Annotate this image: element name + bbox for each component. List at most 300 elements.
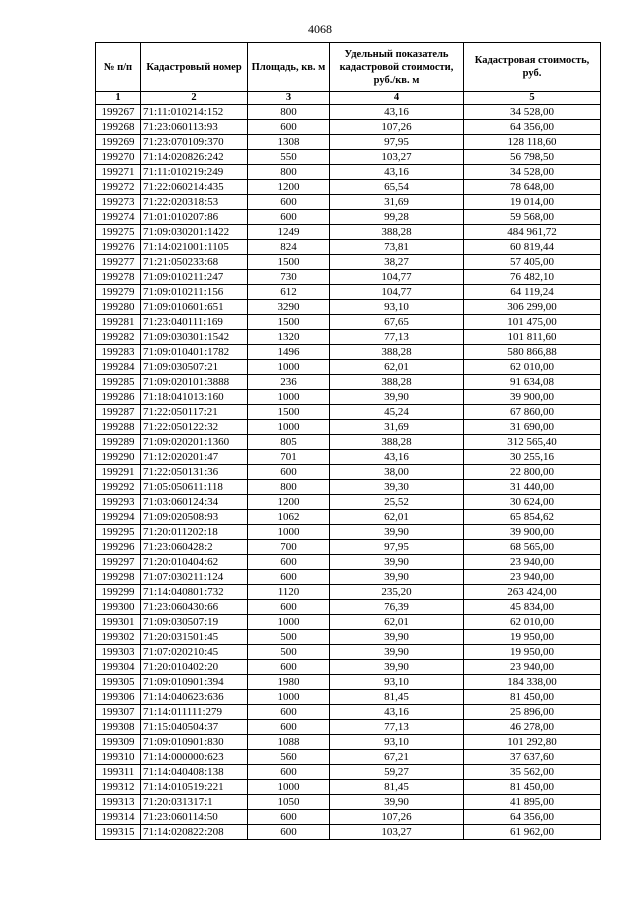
area-cell: 1000 xyxy=(248,390,330,405)
header-cadastral-number: Кадастровый номер xyxy=(141,43,248,92)
table-row xyxy=(96,240,601,255)
table-row xyxy=(96,750,601,765)
area-cell: 600 xyxy=(248,555,330,570)
unit-value-cell: 107,26 xyxy=(330,810,464,825)
cadastral-number-cell: 71:12:020201:47 xyxy=(141,450,248,465)
unit-value-cell: 39,90 xyxy=(330,555,464,570)
table-row xyxy=(96,555,601,570)
row-number-cell: 199296 xyxy=(96,540,141,555)
table-row xyxy=(96,810,601,825)
table-row xyxy=(96,765,601,780)
cadastral-number-cell: 71:09:020508:93 xyxy=(141,510,248,525)
area-cell: 236 xyxy=(248,375,330,390)
table-row xyxy=(96,495,601,510)
cadastral-value-cell: 46 278,00 xyxy=(464,720,601,735)
unit-value-cell: 43,16 xyxy=(330,450,464,465)
cadastral-value-cell: 45 834,00 xyxy=(464,600,601,615)
area-cell: 1062 xyxy=(248,510,330,525)
area-cell: 600 xyxy=(248,120,330,135)
area-cell: 600 xyxy=(248,600,330,615)
unit-value-cell: 81,45 xyxy=(330,780,464,795)
area-cell: 600 xyxy=(248,570,330,585)
cadastral-number-cell: 71:09:010901:394 xyxy=(141,675,248,690)
cadastral-value-cell: 34 528,00 xyxy=(464,165,601,180)
area-cell: 600 xyxy=(248,720,330,735)
row-number-cell: 199304 xyxy=(96,660,141,675)
cadastral-number-cell: 71:22:020318:53 xyxy=(141,195,248,210)
area-cell: 3290 xyxy=(248,300,330,315)
cadastral-value-cell: 312 565,40 xyxy=(464,435,601,450)
table-row xyxy=(96,465,601,480)
unit-value-cell: 76,39 xyxy=(330,600,464,615)
cadastral-table xyxy=(95,42,601,840)
cadastral-value-cell: 263 424,00 xyxy=(464,585,601,600)
table-row xyxy=(96,405,601,420)
area-cell: 600 xyxy=(248,465,330,480)
table-row xyxy=(96,720,601,735)
unit-value-cell: 104,77 xyxy=(330,285,464,300)
unit-value-cell: 73,81 xyxy=(330,240,464,255)
cadastral-number-cell: 71:09:010211:247 xyxy=(141,270,248,285)
cadastral-number-cell: 71:07:030211:124 xyxy=(141,570,248,585)
cadastral-number-cell: 71:11:010214:152 xyxy=(141,105,248,120)
unit-value-cell: 43,16 xyxy=(330,705,464,720)
row-number-cell: 199303 xyxy=(96,645,141,660)
cadastral-value-cell: 484 961,72 xyxy=(464,225,601,240)
cadastral-number-cell: 71:22:050122:32 xyxy=(141,420,248,435)
table-row xyxy=(96,165,601,180)
row-number-cell: 199292 xyxy=(96,480,141,495)
cadastral-number-cell: 71:09:010401:1782 xyxy=(141,345,248,360)
area-cell: 1000 xyxy=(248,525,330,540)
row-number-cell: 199298 xyxy=(96,570,141,585)
cadastral-value-cell: 101 292,80 xyxy=(464,735,601,750)
unit-value-cell: 39,90 xyxy=(330,660,464,675)
table-row xyxy=(96,150,601,165)
unit-value-cell: 43,16 xyxy=(330,105,464,120)
unit-value-cell: 77,13 xyxy=(330,720,464,735)
cadastral-number-cell: 71:14:040408:138 xyxy=(141,765,248,780)
cadastral-number-cell: 71:20:031501:45 xyxy=(141,630,248,645)
table-row xyxy=(96,735,601,750)
row-number-cell: 199314 xyxy=(96,810,141,825)
table-row xyxy=(96,105,601,120)
table-row xyxy=(96,315,601,330)
row-number-cell: 199275 xyxy=(96,225,141,240)
column-number-row xyxy=(96,92,601,105)
row-number-cell: 199310 xyxy=(96,750,141,765)
cadastral-value-cell: 56 798,50 xyxy=(464,150,601,165)
row-number-cell: 199276 xyxy=(96,240,141,255)
unit-value-cell: 93,10 xyxy=(330,735,464,750)
cadastral-value-cell: 30 255,16 xyxy=(464,450,601,465)
area-cell: 1050 xyxy=(248,795,330,810)
cadastral-number-cell: 71:07:020210:45 xyxy=(141,645,248,660)
cadastral-value-cell: 81 450,00 xyxy=(464,780,601,795)
area-cell: 1496 xyxy=(248,345,330,360)
cadastral-value-cell: 65 854,62 xyxy=(464,510,601,525)
table-row xyxy=(96,510,601,525)
cadastral-number-cell: 71:20:011202:18 xyxy=(141,525,248,540)
cadastral-value-cell: 61 962,00 xyxy=(464,825,601,840)
cadastral-value-cell: 39 900,00 xyxy=(464,390,601,405)
area-cell: 1088 xyxy=(248,735,330,750)
row-number-cell: 199287 xyxy=(96,405,141,420)
row-number-cell: 199295 xyxy=(96,525,141,540)
cadastral-number-cell: 71:23:060428:2 xyxy=(141,540,248,555)
table-row xyxy=(96,450,601,465)
table-row xyxy=(96,285,601,300)
cadastral-value-cell: 22 800,00 xyxy=(464,465,601,480)
cadastral-number-cell: 71:23:040111:169 xyxy=(141,315,248,330)
table-row xyxy=(96,705,601,720)
unit-value-cell: 31,69 xyxy=(330,420,464,435)
cadastral-value-cell: 78 648,00 xyxy=(464,180,601,195)
table-row xyxy=(96,825,601,840)
unit-value-cell: 67,21 xyxy=(330,750,464,765)
cadastral-value-cell: 34 528,00 xyxy=(464,105,601,120)
unit-value-cell: 31,69 xyxy=(330,195,464,210)
area-cell: 600 xyxy=(248,195,330,210)
table-row xyxy=(96,645,601,660)
table-row xyxy=(96,255,601,270)
row-number-cell: 199285 xyxy=(96,375,141,390)
unit-value-cell: 388,28 xyxy=(330,225,464,240)
cadastral-number-cell: 71:20:010402:20 xyxy=(141,660,248,675)
cadastral-value-cell: 62 010,00 xyxy=(464,615,601,630)
cadastral-value-cell: 306 299,00 xyxy=(464,300,601,315)
row-number-cell: 199315 xyxy=(96,825,141,840)
table-row xyxy=(96,270,601,285)
area-cell: 1500 xyxy=(248,315,330,330)
table-row xyxy=(96,795,601,810)
unit-value-cell: 39,90 xyxy=(330,795,464,810)
table-row xyxy=(96,135,601,150)
row-number-cell: 199271 xyxy=(96,165,141,180)
row-number-cell: 199282 xyxy=(96,330,141,345)
area-cell: 800 xyxy=(248,165,330,180)
table-row xyxy=(96,345,601,360)
cadastral-value-cell: 35 562,00 xyxy=(464,765,601,780)
cadastral-value-cell: 64 356,00 xyxy=(464,120,601,135)
header-area: Площадь, кв. м xyxy=(248,43,330,92)
table-row xyxy=(96,420,601,435)
cadastral-value-cell: 23 940,00 xyxy=(464,660,601,675)
cadastral-number-cell: 71:21:050233:68 xyxy=(141,255,248,270)
cadastral-number-cell: 71:23:060113:93 xyxy=(141,120,248,135)
area-cell: 600 xyxy=(248,810,330,825)
table-row xyxy=(96,195,601,210)
area-cell: 600 xyxy=(248,705,330,720)
unit-value-cell: 99,28 xyxy=(330,210,464,225)
cadastral-number-cell: 71:09:010901:830 xyxy=(141,735,248,750)
unit-value-cell: 38,00 xyxy=(330,465,464,480)
column-number: 2 xyxy=(141,92,248,105)
cadastral-value-cell: 39 900,00 xyxy=(464,525,601,540)
area-cell: 730 xyxy=(248,270,330,285)
cadastral-value-cell: 81 450,00 xyxy=(464,690,601,705)
table-row xyxy=(96,660,601,675)
area-cell: 700 xyxy=(248,540,330,555)
unit-value-cell: 235,20 xyxy=(330,585,464,600)
cadastral-value-cell: 101 475,00 xyxy=(464,315,601,330)
row-number-cell: 199289 xyxy=(96,435,141,450)
row-number-cell: 199305 xyxy=(96,675,141,690)
unit-value-cell: 77,13 xyxy=(330,330,464,345)
row-number-cell: 199268 xyxy=(96,120,141,135)
cadastral-value-cell: 68 565,00 xyxy=(464,540,601,555)
cadastral-value-cell: 62 010,00 xyxy=(464,360,601,375)
cadastral-value-cell: 64 356,00 xyxy=(464,810,601,825)
cadastral-number-cell: 71:23:060114:50 xyxy=(141,810,248,825)
unit-value-cell: 25,52 xyxy=(330,495,464,510)
cadastral-value-cell: 64 119,24 xyxy=(464,285,601,300)
cadastral-number-cell: 71:18:041013:160 xyxy=(141,390,248,405)
area-cell: 560 xyxy=(248,750,330,765)
row-number-cell: 199294 xyxy=(96,510,141,525)
unit-value-cell: 388,28 xyxy=(330,435,464,450)
row-number-cell: 199272 xyxy=(96,180,141,195)
unit-value-cell: 107,26 xyxy=(330,120,464,135)
area-cell: 1308 xyxy=(248,135,330,150)
row-number-cell: 199311 xyxy=(96,765,141,780)
cadastral-value-cell: 30 624,00 xyxy=(464,495,601,510)
unit-value-cell: 97,95 xyxy=(330,540,464,555)
page-number: 4068 xyxy=(308,22,332,36)
cadastral-value-cell: 23 940,00 xyxy=(464,555,601,570)
area-cell: 500 xyxy=(248,630,330,645)
unit-value-cell: 81,45 xyxy=(330,690,464,705)
area-cell: 600 xyxy=(248,825,330,840)
row-number-cell: 199283 xyxy=(96,345,141,360)
area-cell: 1500 xyxy=(248,255,330,270)
cadastral-number-cell: 71:09:010211:156 xyxy=(141,285,248,300)
cadastral-value-cell: 580 866,88 xyxy=(464,345,601,360)
row-number-cell: 199307 xyxy=(96,705,141,720)
unit-value-cell: 39,90 xyxy=(330,645,464,660)
table-row xyxy=(96,600,601,615)
cadastral-number-cell: 71:22:050131:36 xyxy=(141,465,248,480)
table-row xyxy=(96,585,601,600)
area-cell: 600 xyxy=(248,765,330,780)
cadastral-number-cell: 71:09:030301:1542 xyxy=(141,330,248,345)
cadastral-number-cell: 71:14:000000:623 xyxy=(141,750,248,765)
cadastral-value-cell: 19 014,00 xyxy=(464,195,601,210)
table-row xyxy=(96,690,601,705)
unit-value-cell: 43,16 xyxy=(330,165,464,180)
cadastral-number-cell: 71:14:010519:221 xyxy=(141,780,248,795)
table-row xyxy=(96,525,601,540)
cadastral-value-cell: 41 895,00 xyxy=(464,795,601,810)
area-cell: 600 xyxy=(248,660,330,675)
table-body xyxy=(96,105,601,840)
cadastral-number-cell: 71:14:020826:242 xyxy=(141,150,248,165)
table-row xyxy=(96,390,601,405)
cadastral-number-cell: 71:20:031317:1 xyxy=(141,795,248,810)
cadastral-number-cell: 71:14:011111:279 xyxy=(141,705,248,720)
cadastral-number-cell: 71:20:010404:62 xyxy=(141,555,248,570)
row-number-cell: 199278 xyxy=(96,270,141,285)
unit-value-cell: 39,90 xyxy=(330,390,464,405)
cadastral-value-cell: 91 634,08 xyxy=(464,375,601,390)
column-number: 3 xyxy=(248,92,330,105)
cadastral-value-cell: 31 440,00 xyxy=(464,480,601,495)
row-number-cell: 199308 xyxy=(96,720,141,735)
table-row xyxy=(96,210,601,225)
column-number: 1 xyxy=(96,92,141,105)
cadastral-value-cell: 60 819,44 xyxy=(464,240,601,255)
area-cell: 1120 xyxy=(248,585,330,600)
row-number-cell: 199293 xyxy=(96,495,141,510)
table-row xyxy=(96,630,601,645)
cadastral-number-cell: 71:23:060430:66 xyxy=(141,600,248,615)
cadastral-number-cell: 71:09:010601:651 xyxy=(141,300,248,315)
cadastral-number-cell: 71:14:021001:1105 xyxy=(141,240,248,255)
cadastral-value-cell: 25 896,00 xyxy=(464,705,601,720)
cadastral-value-cell: 59 568,00 xyxy=(464,210,601,225)
cadastral-number-cell: 71:09:030507:21 xyxy=(141,360,248,375)
cadastral-value-cell: 57 405,00 xyxy=(464,255,601,270)
area-cell: 1000 xyxy=(248,780,330,795)
row-number-cell: 199270 xyxy=(96,150,141,165)
unit-value-cell: 93,10 xyxy=(330,675,464,690)
row-number-cell: 199299 xyxy=(96,585,141,600)
table-row xyxy=(96,780,601,795)
cadastral-number-cell: 71:11:010219:249 xyxy=(141,165,248,180)
table-row xyxy=(96,480,601,495)
table-row xyxy=(96,120,601,135)
row-number-cell: 199312 xyxy=(96,780,141,795)
row-number-cell: 199274 xyxy=(96,210,141,225)
cadastral-number-cell: 71:14:040623:636 xyxy=(141,690,248,705)
unit-value-cell: 104,77 xyxy=(330,270,464,285)
unit-value-cell: 62,01 xyxy=(330,360,464,375)
row-number-cell: 199269 xyxy=(96,135,141,150)
unit-value-cell: 62,01 xyxy=(330,615,464,630)
unit-value-cell: 65,54 xyxy=(330,180,464,195)
column-number: 5 xyxy=(464,92,601,105)
cadastral-number-cell: 71:23:070109:370 xyxy=(141,135,248,150)
table-row xyxy=(96,360,601,375)
area-cell: 800 xyxy=(248,105,330,120)
row-number-cell: 199290 xyxy=(96,450,141,465)
cadastral-number-cell: 71:01:010207:86 xyxy=(141,210,248,225)
unit-value-cell: 388,28 xyxy=(330,375,464,390)
area-cell: 1980 xyxy=(248,675,330,690)
row-number-cell: 199300 xyxy=(96,600,141,615)
row-number-cell: 199286 xyxy=(96,390,141,405)
area-cell: 1000 xyxy=(248,615,330,630)
area-cell: 1500 xyxy=(248,405,330,420)
row-number-cell: 199301 xyxy=(96,615,141,630)
unit-value-cell: 62,01 xyxy=(330,510,464,525)
unit-value-cell: 103,27 xyxy=(330,825,464,840)
row-number-cell: 199288 xyxy=(96,420,141,435)
unit-value-cell: 97,95 xyxy=(330,135,464,150)
column-number: 4 xyxy=(330,92,464,105)
cadastral-number-cell: 71:15:040504:37 xyxy=(141,720,248,735)
table-row xyxy=(96,225,601,240)
area-cell: 1200 xyxy=(248,180,330,195)
header-cadastral-value: Кадастровая стоимость, руб. xyxy=(464,43,601,92)
unit-value-cell: 45,24 xyxy=(330,405,464,420)
row-number-cell: 199291 xyxy=(96,465,141,480)
area-cell: 550 xyxy=(248,150,330,165)
row-number-cell: 199267 xyxy=(96,105,141,120)
unit-value-cell: 93,10 xyxy=(330,300,464,315)
area-cell: 1249 xyxy=(248,225,330,240)
cadastral-number-cell: 71:03:060124:34 xyxy=(141,495,248,510)
cadastral-number-cell: 71:09:030201:1422 xyxy=(141,225,248,240)
table-row xyxy=(96,675,601,690)
cadastral-value-cell: 101 811,60 xyxy=(464,330,601,345)
cadastral-number-cell: 71:14:040801:732 xyxy=(141,585,248,600)
cadastral-number-cell: 71:22:050117:21 xyxy=(141,405,248,420)
table-row xyxy=(96,570,601,585)
cadastral-number-cell: 71:09:020101:3888 xyxy=(141,375,248,390)
cadastral-value-cell: 184 338,00 xyxy=(464,675,601,690)
unit-value-cell: 39,30 xyxy=(330,480,464,495)
cadastral-number-cell: 71:09:030507:19 xyxy=(141,615,248,630)
unit-value-cell: 388,28 xyxy=(330,345,464,360)
cadastral-value-cell: 67 860,00 xyxy=(464,405,601,420)
table-row xyxy=(96,375,601,390)
row-number-cell: 199281 xyxy=(96,315,141,330)
cadastral-number-cell: 71:22:060214:435 xyxy=(141,180,248,195)
cadastral-value-cell: 128 118,60 xyxy=(464,135,601,150)
row-number-cell: 199302 xyxy=(96,630,141,645)
unit-value-cell: 103,27 xyxy=(330,150,464,165)
header-unit-value: Удельный показатель кадастровой стоимости, руб./кв. м xyxy=(330,43,464,92)
area-cell: 1000 xyxy=(248,690,330,705)
area-cell: 1000 xyxy=(248,420,330,435)
area-cell: 600 xyxy=(248,210,330,225)
cadastral-number-cell: 71:14:020822:208 xyxy=(141,825,248,840)
cadastral-value-cell: 23 940,00 xyxy=(464,570,601,585)
unit-value-cell: 59,27 xyxy=(330,765,464,780)
cadastral-value-cell: 19 950,00 xyxy=(464,630,601,645)
area-cell: 800 xyxy=(248,480,330,495)
table-row xyxy=(96,435,601,450)
row-number-cell: 199313 xyxy=(96,795,141,810)
row-number-cell: 199284 xyxy=(96,360,141,375)
table-row xyxy=(96,180,601,195)
area-cell: 1320 xyxy=(248,330,330,345)
area-cell: 1200 xyxy=(248,495,330,510)
row-number-cell: 199297 xyxy=(96,555,141,570)
area-cell: 1000 xyxy=(248,360,330,375)
row-number-cell: 199273 xyxy=(96,195,141,210)
cadastral-value-cell: 76 482,10 xyxy=(464,270,601,285)
cadastral-value-cell: 31 690,00 xyxy=(464,420,601,435)
table-row xyxy=(96,615,601,630)
cadastral-value-cell: 37 637,60 xyxy=(464,750,601,765)
row-number-cell: 199279 xyxy=(96,285,141,300)
unit-value-cell: 39,90 xyxy=(330,570,464,585)
area-cell: 500 xyxy=(248,645,330,660)
area-cell: 824 xyxy=(248,240,330,255)
unit-value-cell: 67,65 xyxy=(330,315,464,330)
row-number-cell: 199277 xyxy=(96,255,141,270)
header-row xyxy=(96,43,601,92)
area-cell: 701 xyxy=(248,450,330,465)
table-row xyxy=(96,330,601,345)
row-number-cell: 199280 xyxy=(96,300,141,315)
unit-value-cell: 39,90 xyxy=(330,525,464,540)
area-cell: 612 xyxy=(248,285,330,300)
cadastral-number-cell: 71:05:050611:118 xyxy=(141,480,248,495)
table-row xyxy=(96,540,601,555)
